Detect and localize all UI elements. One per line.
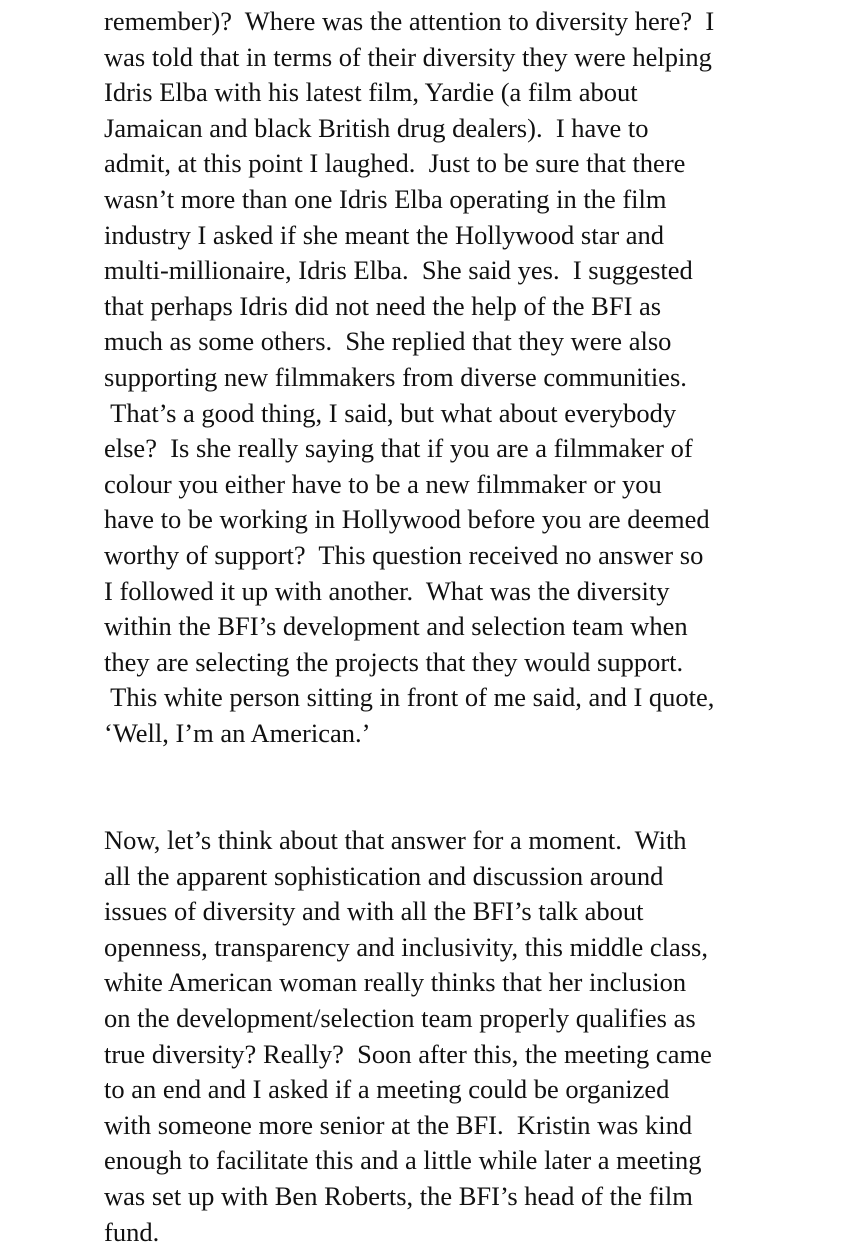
text-line: they are selecting the projects that they would support. bbox=[104, 646, 684, 677]
text-line: worthy of support? This question received no answer so bbox=[104, 539, 704, 570]
text-line: was set up with Ben Roberts, the BFI’s head of the film bbox=[104, 1180, 693, 1211]
text-line: colour you either have to be a new filmmaker or you bbox=[104, 468, 662, 499]
text-line: wasn’t more than one Idris Elba operating in the film bbox=[104, 183, 667, 214]
text-line: much as some others. She replied that they were also bbox=[104, 326, 672, 357]
text-line: within the BFI’s development and selection team when bbox=[104, 611, 688, 642]
text-line: issues of diversity and with all the BFI’s talk about bbox=[104, 896, 644, 927]
text-line: remember)? Where was the attention to diversity here? I bbox=[104, 6, 715, 36]
text-line: true diversity? Really? Soon after this, the meeting came bbox=[104, 1038, 712, 1069]
text-line: ‘Well, I’m an American.’ bbox=[104, 717, 371, 748]
text-line: else? Is she really saying that if you are a filmmaker of bbox=[104, 433, 693, 464]
text-line: Idris Elba with his latest film, Yardie (a film about bbox=[104, 77, 638, 108]
text-line: admit, at this point I laughed. Just to be sure that there bbox=[104, 148, 686, 179]
text-line: multi-millionaire, Idris Elba. She said yes. I suggested bbox=[104, 255, 693, 286]
text-line: industry I asked if she meant the Hollywood star and bbox=[104, 219, 665, 250]
text-line: all the apparent sophistication and discussion around bbox=[104, 860, 664, 891]
text-line: with someone more senior at the BFI. Kristin was kind bbox=[104, 1109, 693, 1140]
text-line: enough to facilitate this and a little while later a meeting bbox=[104, 1145, 702, 1176]
paragraph-2 bbox=[104, 823, 849, 1250]
text-line: on the development/selection team properly qualifies as bbox=[104, 1002, 696, 1033]
text-line: fund. bbox=[104, 1216, 160, 1247]
text-line: openness, transparency and inclusivity, this middle class, bbox=[104, 931, 708, 962]
text-line: That’s a good thing, I said, but what about everybody bbox=[104, 397, 677, 428]
text-line: Jamaican and black British drug dealers). I have to bbox=[104, 112, 649, 143]
paragraph-1 bbox=[104, 4, 849, 751]
text-line: have to be working in Hollywood before you are deemed bbox=[104, 504, 710, 535]
text-line: that perhaps Idris did not need the help of the BFI as bbox=[104, 290, 662, 321]
text-line: I followed it up with another. What was the diversity bbox=[104, 575, 670, 606]
text-line: Now, let’s think about that answer for a moment. With bbox=[104, 825, 687, 855]
text-line: This white person sitting in front of me said, and I quote, bbox=[104, 682, 715, 713]
text-line: was told that in terms of their diversity they were helping bbox=[104, 41, 712, 72]
text-line: to an end and I asked if a meeting could be organized bbox=[104, 1074, 670, 1105]
text-line: supporting new filmmakers from diverse communities. bbox=[104, 361, 687, 392]
text-line: white American woman really thinks that her inclusion bbox=[104, 967, 687, 998]
